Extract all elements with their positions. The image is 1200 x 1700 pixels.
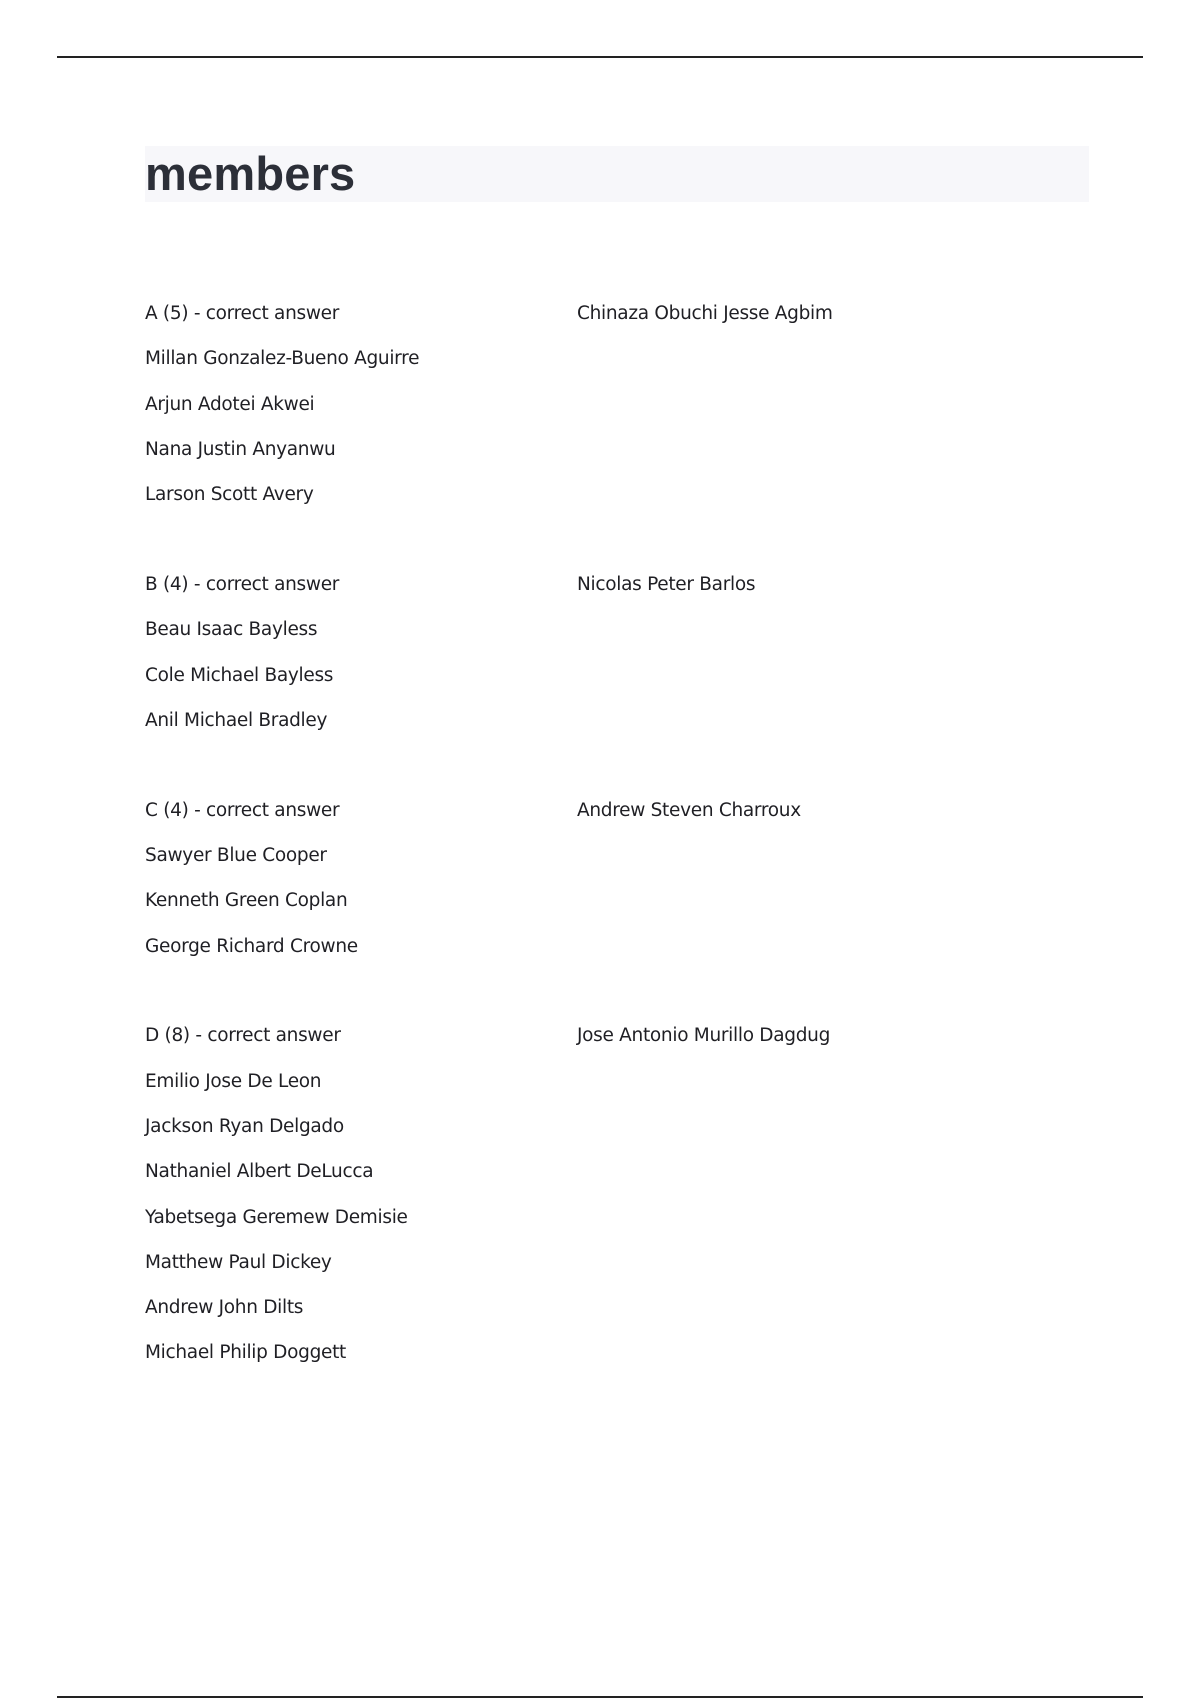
bottom-rule [57,1696,1143,1698]
answer-group-c [145,788,1089,969]
group-left-column [145,291,577,517]
group-right-column [577,788,801,833]
member-name: Nathaniel Albert DeLucca [145,1161,374,1183]
title-bar [145,146,1089,202]
top-rule [57,56,1143,58]
member-groups [145,291,1089,1420]
member-name: Anil Michael Bradley [145,709,328,731]
member-name: Larson Scott Avery [145,484,314,506]
member-name: Jackson Ryan Delgado [145,1115,344,1137]
answer-group-a [145,291,1089,517]
member-name: Chinaza Obuchi Jesse Agbim [577,303,833,324]
member-name: Jose Antonio Murillo Dagdug [577,1025,831,1047]
member-name: Beau Isaac Bayless [145,619,318,641]
group-header: D (8) - correct answer [145,1025,341,1047]
answer-group-d [145,1013,1089,1375]
member-name: Michael Philip Doggett [145,1342,347,1364]
group-left-column [145,1013,577,1375]
member-name: Nana Justin Anyanwu [145,438,336,460]
member-name: Emilio Jose De Leon [145,1070,322,1092]
member-name: Matthew Paul Dickey [145,1251,332,1273]
group-header: B (4) - correct answer [145,573,340,595]
group-right-column [577,1013,830,1058]
group-header: A (5) - correct answer [145,303,340,324]
group-right-column [577,562,755,607]
member-name: Andrew John Dilts [145,1297,304,1319]
group-right-column [577,291,833,336]
group-left-column [145,562,577,743]
member-name: Kenneth Green Coplan [145,890,348,912]
group-header: C (4) - correct answer [145,799,340,821]
member-name: Cole Michael Bayless [145,664,334,686]
answer-group-b [145,562,1089,743]
member-name: Sawyer Blue Cooper [145,844,327,866]
group-left-column [145,788,577,969]
page-title: members [145,147,356,200]
member-name: Arjun Adotei Akwei [145,393,315,415]
member-name: George Richard Crowne [145,935,358,957]
member-name: Yabetsega Geremew Demisie [145,1206,408,1228]
member-name: Nicolas Peter Barlos [577,573,756,595]
member-name: Millan Gonzalez-Bueno Aguirre [145,348,420,370]
member-name: Andrew Steven Charroux [577,799,801,821]
